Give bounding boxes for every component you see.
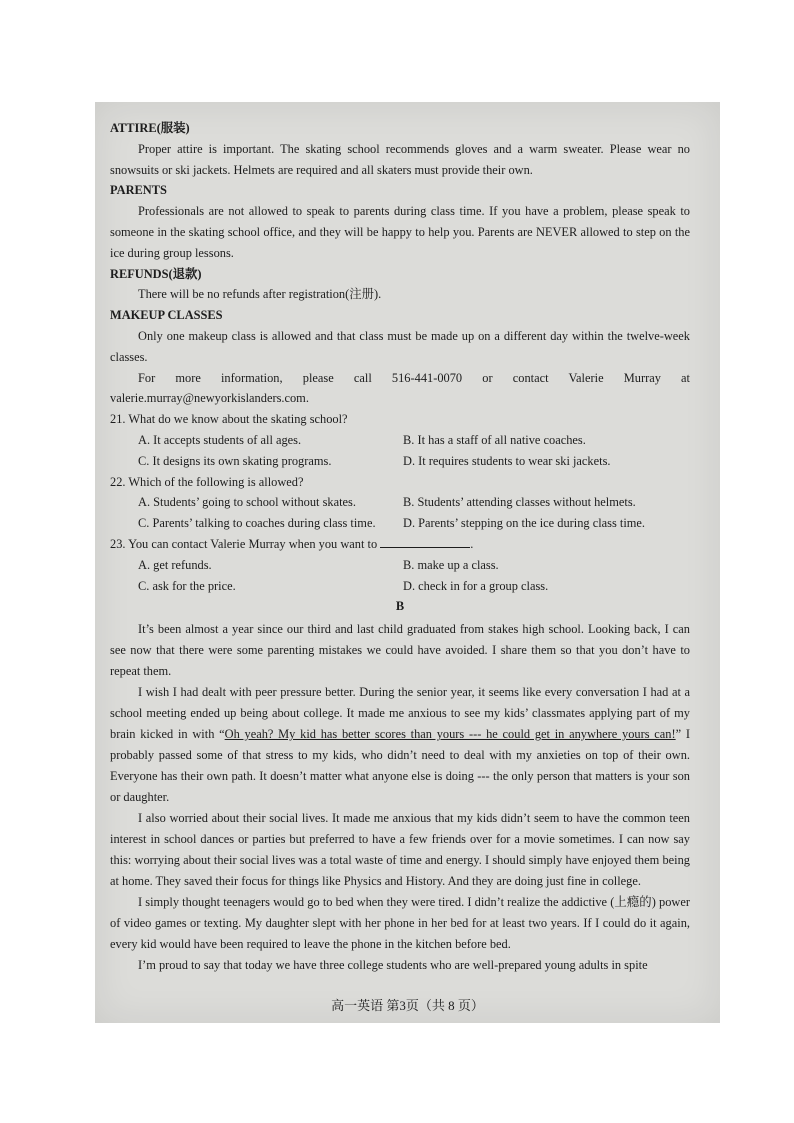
question-21-options [110,430,690,472]
option-23-c: C. ask for the price. [138,578,236,593]
article-paragraph-4: I simply thought teenagers would go to bed when they were tired. I didn’t realize the addictive (上瘾的) power of video games or texting. My daughter slept with her phone in her bed for at least two years. If I could do it again, every kid would have been required to leave the phone in the kitchen before bed. [110,895,690,952]
article-paragraph-3: I also worried about their social lives. It made me anxious that my kids didn’t seem to have the common teen interest in school dances or parties but preferred to have a few friends over for a movie sometimes. I can now say this: worrying about their social lives was a total waste of time and energy. I should simply have enjoyed them being at home. They saved their focus for things like Physics and History. And they are doing just fine in college. [110,811,690,889]
article-b [110,619,690,976]
option-22-d: D. Parents’ stepping on the ice during class time. [403,516,646,531]
option-22-a: A. Students’ going to school without skates. [138,495,356,510]
section-b-label: B [395,599,405,614]
article-paragraph-1: It’s been almost a year since our third and last child graduated from stakes high school. Looking back, I can see now that there were some parenting mistakes we could have avoided. I share them so that you don’t have to repeat them. [110,622,690,679]
parents-text: Professionals are not allowed to speak to parents during class time. If you have a problem, please speak to someone in the skating school office, and they will be happy to help you. Parents are NEVER allowed to step on the ice during group lessons. [110,204,690,260]
question-23-options [110,555,690,597]
page-content [110,118,690,976]
underlined-quote: Oh yeah? My kid has better scores than yours --- he could get in anywhere yours can! [224,727,676,742]
contact-line: For more information, please call 516-441-0070 or contact Valerie Murray at [138,370,690,385]
question-22-options [110,492,690,534]
contact-email: valerie.murray@newyorkislanders.com. [110,391,309,406]
option-21-a: A. It accepts students of all ages. [138,432,302,447]
parents-heading: PARENTS [110,183,167,198]
option-21-d: D. It requires students to wear ski jackets. [403,453,611,468]
article-p2-after: ” I probably passed some of that stress to my kids, who didn’t need to deal with my anxieties on top of their own. Everyone has their own path. It doesn’t matter what anyone else is doing --- the only person that matters is your son or daughter. [110,727,690,805]
answer-blank [380,534,470,548]
option-21-c: C. It designs its own skating programs. [138,453,332,468]
option-22-c: C. Parents’ talking to coaches during class time. [138,516,376,531]
article-p2-before: I wish I had dealt with peer pressure better. During the senior year, it seems like every conversation I had at a school meeting ended up being about college. It made me anxious to see my kids’ classmates applying part of my brain kicked in with “ [110,685,690,742]
option-22-b: B. Students’ attending classes without helmets. [403,495,636,510]
attire-text: Proper attire is important. The skating school recommends gloves and a warm sweater. Please wear no snowsuits or ski jackets. Helmets are required and all skaters must provide their own. [110,141,690,177]
makeup-heading: MAKEUP CLASSES [110,308,223,323]
question-21-stem: 21. What do we know about the skating school? [110,412,348,427]
page-footer: 高一英语 第3页（共 8 页） [331,998,484,1013]
makeup-text: Only one makeup class is allowed and that class must be made up on a different day within the twelve-week classes. [110,328,690,364]
question-23-line: 23. You can contact Valerie Murray when you want to . [110,534,690,555]
refunds-heading: REFUNDS(退款) [110,266,202,281]
attire-heading: ATTIRE(服装) [110,121,190,135]
option-21-b: B. It has a staff of all native coaches. [403,432,586,447]
option-23-d: D. check in for a group class. [403,578,549,593]
refunds-text: There will be no refunds after registration(注册). [138,287,382,302]
option-23-b: B. make up a class. [403,557,499,572]
article-paragraph-2 [110,682,690,808]
article-paragraph-5: I’m proud to say that today we have three college students who are well-prepared young adults in spite [138,958,648,973]
question-22-stem: 22. Which of the following is allowed? [110,474,304,489]
question-23-stem: 23. You can contact Valerie Murray when you want to [110,536,378,551]
option-23-a: A. get refunds. [138,557,212,572]
